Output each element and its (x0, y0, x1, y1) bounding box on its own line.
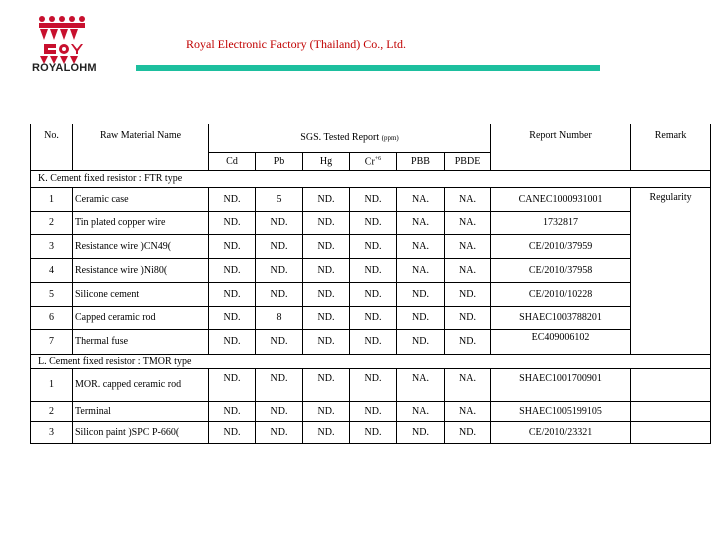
cell-hg: ND. (303, 401, 350, 421)
cell-pb: ND. (256, 282, 303, 306)
cell-hg: ND. (303, 421, 350, 443)
cell-cd: ND. (209, 258, 256, 282)
cell-remark (631, 368, 711, 401)
section-title: L. Cement fixed resistor : TMOR type (31, 354, 711, 368)
col-cr-header (350, 152, 397, 170)
section-title: K. Cement fixed resistor : FTR type (31, 170, 711, 187)
cell-cr: ND. (350, 401, 397, 421)
table-row (31, 401, 711, 421)
table-row (31, 329, 711, 354)
cell-pb: ND. (256, 258, 303, 282)
row-no: 4 (31, 258, 73, 282)
row-no: 3 (31, 421, 73, 443)
header-row-1 (31, 124, 711, 152)
cell-pb: 5 (256, 187, 303, 211)
cell-hg: ND. (303, 258, 350, 282)
cell-cd: ND. (209, 421, 256, 443)
cell-pbb: ND. (397, 282, 445, 306)
cell-report-number: CE/2010/10228 (491, 282, 631, 306)
col-pbde-header: PBDE (445, 152, 491, 170)
sgs-title: SGS. Tested Report (300, 131, 380, 143)
row-material: Capped ceramic rod (73, 306, 209, 329)
row-material: Silicon paint )SPC P-660( (73, 421, 209, 443)
cell-hg: ND. (303, 368, 350, 401)
cell-report-number: SHAEC1003788201 (491, 306, 631, 329)
cell-cd: ND. (209, 187, 256, 211)
col-report-number-header: Report Number (491, 124, 631, 170)
cell-pbb: NA. (397, 234, 445, 258)
cell-cr: ND. (350, 187, 397, 211)
cell-pbde: ND. (445, 282, 491, 306)
table-row (31, 211, 711, 234)
section-header-l (31, 354, 711, 368)
row-no: 3 (31, 234, 73, 258)
table-row (31, 421, 711, 443)
cell-hg: ND. (303, 282, 350, 306)
company-title: Royal Electronic Factory (Thailand) Co., Ltd. (186, 37, 406, 51)
cell-remark (631, 421, 711, 443)
header-divider-bar (136, 65, 600, 71)
cell-pbb: NA. (397, 211, 445, 234)
col-sgs-header (209, 124, 491, 152)
cell-cd: ND. (209, 329, 256, 354)
col-pbb-header: PBB (397, 152, 445, 170)
cell-cr: ND. (350, 258, 397, 282)
cell-pbb: NA. (397, 401, 445, 421)
cell-cd: ND. (209, 306, 256, 329)
cell-report-number: 1732817 (491, 211, 631, 234)
cell-pb: ND. (256, 234, 303, 258)
section-header-k (31, 170, 711, 187)
cell-report-number: SHAEC1001700901 (491, 368, 631, 401)
cell-pbb: NA. (397, 187, 445, 211)
table-row (31, 306, 711, 329)
col-no-header: No. (31, 124, 73, 170)
cell-cr: ND. (350, 421, 397, 443)
cell-report-number: SHAEC1005199105 (491, 401, 631, 421)
cell-cr: ND. (350, 211, 397, 234)
cell-cd: ND. (209, 368, 256, 401)
cell-pb: ND. (256, 329, 303, 354)
row-material: Thermal fuse (73, 329, 209, 354)
cell-remark (631, 401, 711, 421)
cell-pbb: ND. (397, 306, 445, 329)
row-material: Tin plated copper wire (73, 211, 209, 234)
cell-cr: ND. (350, 306, 397, 329)
row-no: 2 (31, 401, 73, 421)
cr-label: Cr (364, 156, 375, 168)
cell-cr: ND. (350, 282, 397, 306)
cell-report-number: CE/2010/23321 (491, 421, 631, 443)
row-material: Resistance wire )CN49( (73, 234, 209, 258)
cell-pbde: ND. (445, 306, 491, 329)
col-cd-header: Cd (209, 152, 256, 170)
cell-pbb: NA. (397, 368, 445, 401)
row-no: 2 (31, 211, 73, 234)
table-row (31, 234, 711, 258)
cell-report-number: EC409006102 (491, 329, 631, 354)
cell-pbde: NA. (445, 187, 491, 211)
logo-text: ROYALOHM (32, 62, 97, 74)
cell-hg: ND. (303, 211, 350, 234)
table-row (31, 368, 711, 401)
cell-pb: ND. (256, 401, 303, 421)
cell-pb: ND. (256, 368, 303, 401)
table-row (31, 258, 711, 282)
cell-pb: 8 (256, 306, 303, 329)
cell-report-number: CE/2010/37959 (491, 234, 631, 258)
row-no: 1 (31, 368, 73, 401)
cell-cd: ND. (209, 401, 256, 421)
row-no: 1 (31, 187, 73, 211)
cell-pbde: NA. (445, 401, 491, 421)
table-row (31, 282, 711, 306)
cell-cr: ND. (350, 368, 397, 401)
cell-hg: ND. (303, 234, 350, 258)
cell-pbb: NA. (397, 258, 445, 282)
table-row (31, 187, 711, 211)
cr-superscript: +6 (374, 156, 382, 163)
row-no: 5 (31, 282, 73, 306)
cell-pbde: NA. (445, 258, 491, 282)
cell-hg: ND. (303, 306, 350, 329)
row-material: Silicone cement (73, 282, 209, 306)
cell-report-number: CANEC1000931001 (491, 187, 631, 211)
cell-pbde: NA. (445, 211, 491, 234)
row-no: 7 (31, 329, 73, 354)
cell-cd: ND. (209, 234, 256, 258)
cell-pb: ND. (256, 421, 303, 443)
cell-pbde: ND. (445, 329, 491, 354)
material-report-table (30, 124, 711, 444)
row-no: 6 (31, 306, 73, 329)
col-remark-header: Remark (631, 124, 711, 170)
row-material: MOR. capped ceramic rod (73, 368, 209, 401)
row-material: Resistance wire )Ni80( (73, 258, 209, 282)
cell-pbde: ND. (445, 421, 491, 443)
cell-cd: ND. (209, 211, 256, 234)
cell-pb: ND. (256, 211, 303, 234)
row-material: Terminal (73, 401, 209, 421)
cell-remark: Regularity (631, 187, 711, 354)
cell-hg: ND. (303, 329, 350, 354)
col-pb-header: Pb (256, 152, 303, 170)
cell-pbde: NA. (445, 234, 491, 258)
cell-cd: ND. (209, 282, 256, 306)
cell-pbb: ND. (397, 421, 445, 443)
cell-report-number: CE/2010/37958 (491, 258, 631, 282)
cell-cr: ND. (350, 329, 397, 354)
row-material: Ceramic case (73, 187, 209, 211)
col-hg-header: Hg (303, 152, 350, 170)
cell-pbb: ND. (397, 329, 445, 354)
cell-cr: ND. (350, 234, 397, 258)
col-raw-material-header: Raw Material Name (73, 124, 209, 170)
cell-pbde: NA. (445, 368, 491, 401)
sgs-unit: (ppm) (381, 133, 399, 142)
cell-hg: ND. (303, 187, 350, 211)
